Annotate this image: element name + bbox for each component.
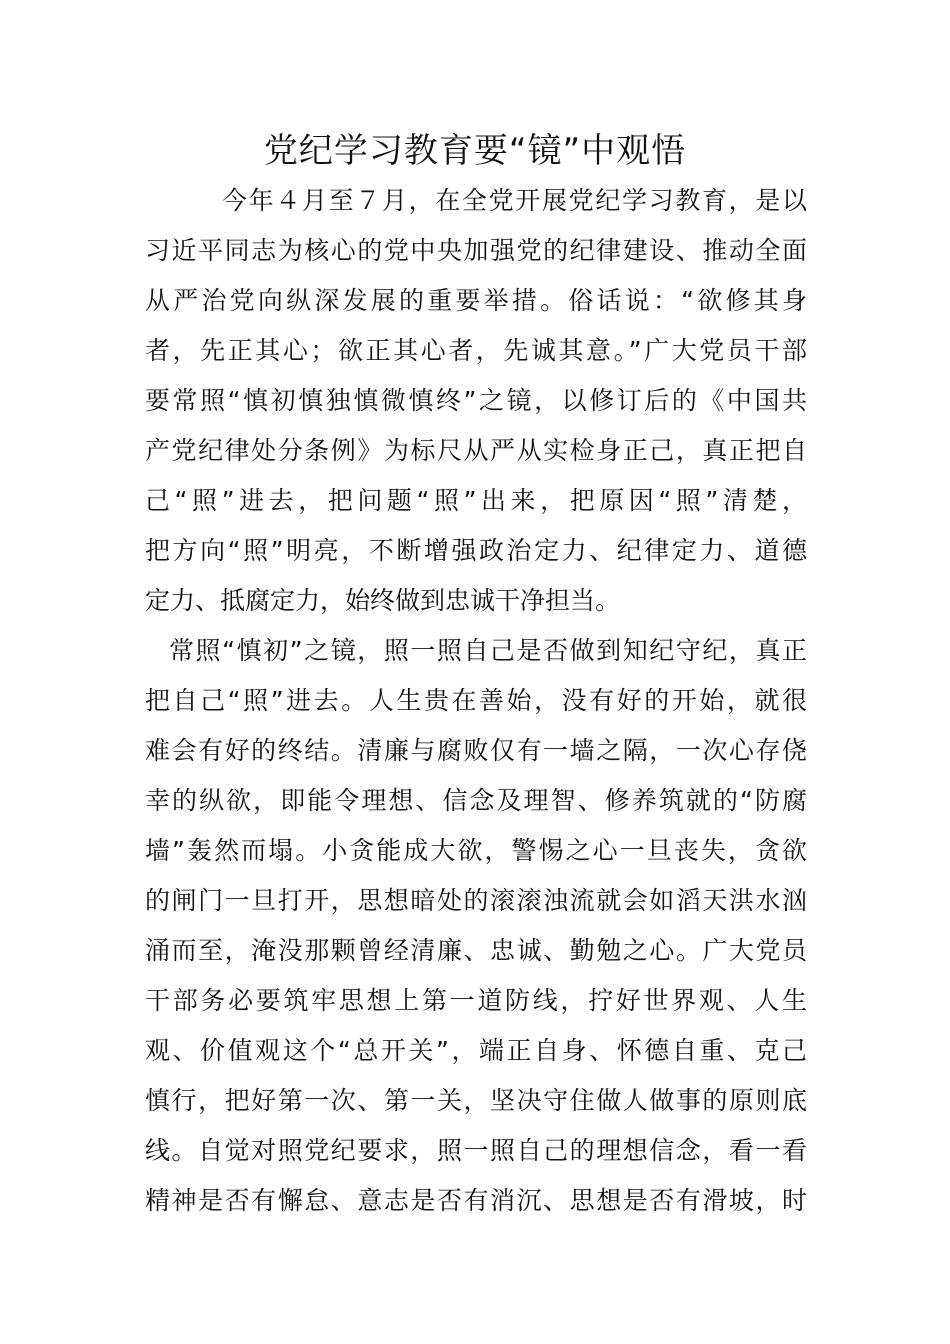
body-line: 要常照“慎初慎独慎微慎终”之镜，以修订后的《中国共 [145, 386, 807, 415]
body-line: 干部务必要筑牢思想上第一道防线，拧好世界观、人生 [145, 986, 807, 1015]
body-line: 定力、抵腐定力，始终做到忠诚干净担当。 [145, 586, 621, 615]
body-line: 幸的纵欲，即能令理想、信念及理智、修养筑就的“防腐 [145, 786, 807, 815]
document-title: 党纪学习教育要“镜”中观悟 [263, 131, 687, 171]
body-line: 慎行，把好第一次、第一关，坚决守住做人做事的原则底 [145, 1086, 807, 1115]
body-line: 习近平同志为核心的党中央加强党的纪律建设、推动全面 [145, 236, 807, 265]
body-line: 常照“慎初”之镜，照一照自己是否做到知纪守纪，真正 [169, 636, 807, 665]
body-line: 难会有好的终结。清廉与腐败仅有一墙之隔，一次心存侥 [145, 736, 807, 765]
body-line: 观、价值观这个“总开关”，端正自身、怀德自重、克己 [145, 1036, 807, 1065]
body-line: 产党纪律处分条例》为标尺从严从实检身正己，真正把自 [145, 436, 807, 465]
body-line: 者，先正其心；欲正其心者，先诚其意。”广大党员干部 [145, 336, 807, 365]
body-line: 墙”轰然而塌。小贪能成大欲，警惕之心一旦丧失，贪欲 [145, 836, 807, 865]
body-line: 己“照”进去，把问题“照”出来，把原因“照”清楚， [145, 486, 807, 515]
body-line: 涌而至，淹没那颗曾经清廉、忠诚、勤勉之心。广大党员 [145, 936, 807, 965]
body-line: 今年４月至７月，在全党开展党纪学习教育，是以 [222, 186, 807, 215]
body-line: 把自己“照”进去。人生贵在善始，没有好的开始，就很 [145, 686, 807, 715]
body-line: 从严治党向纵深发展的重要举措。俗话说：“欲修其身 [145, 286, 807, 315]
body-line: 的闸门一旦打开，思想暗处的滚滚浊流就会如滔天洪水汹 [145, 886, 807, 915]
body-line: 精神是否有懈怠、意志是否有消沉、思想是否有滑坡，时 [145, 1186, 807, 1215]
body-line: 把方向“照”明亮，不断增强政治定力、纪律定力、道德 [145, 536, 807, 565]
body-line: 线。自觉对照党纪要求，照一照自己的理想信念，看一看 [145, 1136, 807, 1165]
